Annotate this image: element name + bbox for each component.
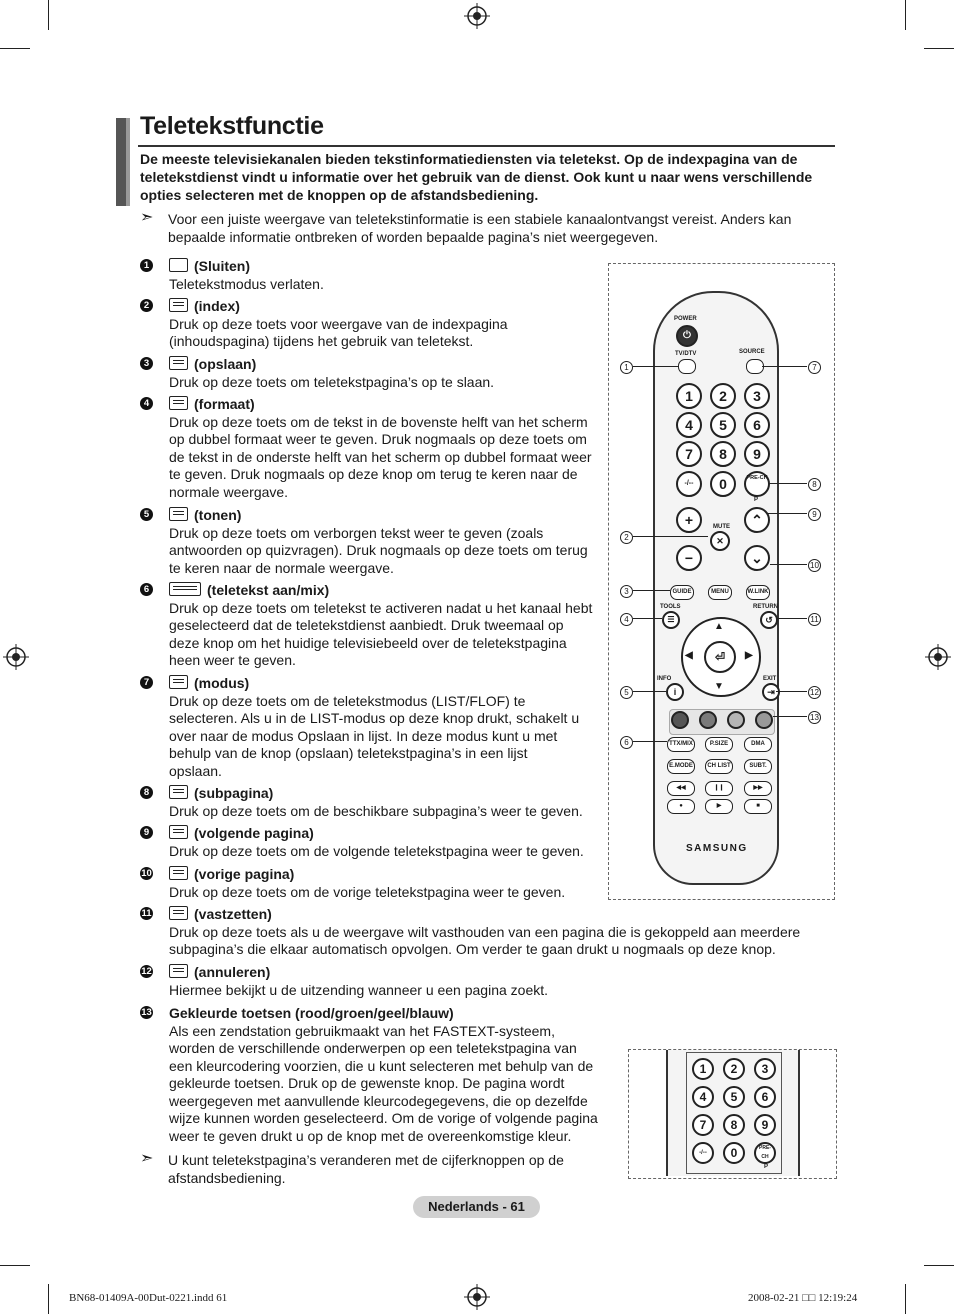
item-number: 8 <box>140 786 153 799</box>
subt-button[interactable]: SUBT. <box>744 759 772 774</box>
item-heading: (volgende pagina) <box>194 825 314 841</box>
volume-down-button[interactable]: − <box>676 545 702 571</box>
digit-1-button[interactable]: 1 <box>692 1058 714 1080</box>
digit-7-button[interactable]: 7 <box>692 1114 714 1136</box>
digit-6-button[interactable]: 6 <box>754 1086 776 1108</box>
page-title: Teletekstfunctie <box>140 112 324 140</box>
size-icon <box>169 396 188 410</box>
item-heading: (formaat) <box>194 396 255 412</box>
index-icon <box>169 298 188 312</box>
yellow-key-button[interactable] <box>727 711 745 729</box>
callout-line <box>633 366 678 367</box>
crop-mark <box>924 48 954 49</box>
item-heading: (teletekst aan/mix) <box>207 582 330 598</box>
blue-key-button[interactable] <box>755 711 773 729</box>
title-accent-bar <box>126 118 130 206</box>
ttxmix-button[interactable]: TTX/MIX <box>667 737 695 752</box>
store-icon <box>169 356 188 370</box>
dma-button[interactable]: DMA <box>744 737 772 752</box>
callout-5: 5 <box>620 686 633 699</box>
note-text: Voor een juiste weergave van teletekstinformatie is een stabiele kanaalontvangst vereist. Anders kan bepaalde informatie ontbreken of worden bepaalde pagina’s niet weergegeven. <box>168 211 792 245</box>
guide-button[interactable]: GUIDE <box>670 585 694 600</box>
crop-mark <box>924 1265 954 1266</box>
title-rule <box>138 145 835 147</box>
item-number: 3 <box>140 357 153 370</box>
callout-line <box>633 741 667 742</box>
item-text: Druk op deze toets om teletekstpagina’s op te slaan. <box>169 373 495 390</box>
callout-1: 1 <box>620 361 633 374</box>
crop-mark <box>0 1265 30 1266</box>
pause-button[interactable]: ❙❙ <box>705 781 733 796</box>
item-heading: (opslaan) <box>194 356 257 372</box>
item-text: Druk op deze toets om verborgen tekst weer te geven (zoals antwoorden op quizvragen). Druk nogmaals op deze toets om terug te keren naar de normale weergave. <box>169 524 588 576</box>
tvdtv-button[interactable] <box>678 359 696 374</box>
sub-page-icon <box>169 785 188 799</box>
power-label: POWER <box>674 316 697 322</box>
digit-3-button[interactable]: 3 <box>754 1058 776 1080</box>
digit-5-button[interactable]: 5 <box>723 1086 745 1108</box>
item-heading: (subpagina) <box>194 785 274 801</box>
enter-button[interactable]: ⏎ <box>704 641 736 673</box>
p-label: P <box>754 497 759 503</box>
digit-0-button[interactable]: 0 <box>710 471 736 497</box>
p-label: P <box>764 1164 769 1170</box>
item-number: 13 <box>141 1007 152 1018</box>
digit-5-button[interactable]: 5 <box>710 412 736 438</box>
item-heading: Gekleurde toetsen (rood/groen/geel/blauw) <box>169 1005 454 1021</box>
digit-1-button[interactable]: 1 <box>676 383 702 409</box>
close-teletext-icon <box>169 258 188 272</box>
digit-2-button[interactable]: 2 <box>723 1058 745 1080</box>
prech-button[interactable]: PRE-CH <box>744 471 770 497</box>
item-text: Druk op deze toets om de beschikbare subpagina’s weer te geven. <box>169 802 583 819</box>
forward-button[interactable]: ▶▶ <box>744 781 772 796</box>
item-number: 7 <box>140 676 153 689</box>
callout-4: 4 <box>620 613 633 626</box>
item-heading: (Sluiten) <box>194 258 250 274</box>
callout-8: 8 <box>808 478 821 491</box>
item-text: Teletekstmodus verlaten. <box>169 275 324 292</box>
item-text: Druk op deze toets om de vorige teletekstpagina weer te geven. <box>169 883 566 900</box>
registration-mark-icon <box>464 1284 490 1310</box>
number-pad-illustration <box>666 1050 800 1176</box>
info-label: INFO <box>657 676 672 682</box>
cancel-icon <box>169 964 188 978</box>
green-key-button[interactable] <box>699 711 717 729</box>
callout-line <box>768 483 807 484</box>
item-number: 2 <box>140 299 153 312</box>
item-text: Druk op deze toets om de teletekstmodus (LIST/FLOF) te selecteren. Als u in de LIST-modus op deze knop drukt, schakelt u over naar de modus Opslaan in lijst. In deze modus kunt u met behulp van de knop (opslaan) teletekstpagina’s in een lijst opslaan. <box>169 692 580 779</box>
red-key-button[interactable] <box>671 711 689 729</box>
digit-3-button[interactable]: 3 <box>744 383 770 409</box>
digit-9-button[interactable]: 9 <box>754 1114 776 1136</box>
item-text: Druk op deze toets om de tekst in de bovenste helft van het scherm op dubbel formaat weer te geven. Druk nogmaals op deze toets om de tekst in de onderste helft van het scherm op dubbel formaat weer te geven. Druk nogmaals op deze knop om terug te keren naar de normale weergave. <box>169 413 592 500</box>
nav-down-icon: ▼ <box>714 681 724 692</box>
brand-logo: SAMSUNG <box>686 843 748 854</box>
next-page-icon <box>169 825 188 839</box>
callout-line <box>768 513 807 514</box>
source-label: SOURCE <box>739 349 765 355</box>
item-number: 4 <box>140 397 153 410</box>
psize-button[interactable]: P.SIZE <box>705 737 733 752</box>
callout-10: 10 <box>808 559 821 572</box>
item-heading: (index) <box>194 298 240 314</box>
item-heading: (vorige pagina) <box>194 866 295 882</box>
digit-8-button[interactable]: 8 <box>723 1114 745 1136</box>
nav-left-icon: ◀ <box>685 650 693 661</box>
volume-up-button[interactable]: + <box>676 507 702 533</box>
footer-file-name: BN68-01409A-00Dut-0221.indd 61 <box>69 1292 228 1304</box>
stop-button[interactable]: ■ <box>744 799 772 814</box>
mode-icon <box>169 675 188 689</box>
mute-button[interactable]: ✕ <box>710 531 730 551</box>
dash-button[interactable]: -/-- <box>676 471 702 497</box>
menu-button[interactable]: MENU <box>708 585 732 600</box>
item-number: 9 <box>140 826 153 839</box>
callout-line <box>776 691 807 692</box>
item-heading: (vastzetten) <box>194 906 272 922</box>
intro-paragraph: De meeste televisiekanalen bieden tekstinformatiediensten via teletekst. Op de indexpagina van de teletekstdienst vindt u informatie over het gebruik van de dienst. Ook kunt u naar wens verschillende opties selecteren met de knoppen op de afstandsbediening. <box>140 151 813 203</box>
power-button[interactable]: ⏻ <box>676 325 698 347</box>
item-heading: (tonen) <box>194 507 242 523</box>
reveal-icon <box>169 507 188 521</box>
tvdtv-label: TV/DTV <box>675 351 697 357</box>
digit-2-button[interactable]: 2 <box>710 383 736 409</box>
callout-line <box>770 564 807 565</box>
callout-line <box>633 536 708 537</box>
exit-button[interactable]: ⇥ <box>762 683 780 701</box>
footer-date: 2008-02-21 □□ 12:19:24 <box>748 1292 858 1304</box>
return-button[interactable]: ↺ <box>760 611 778 629</box>
item-number: 10 <box>141 868 152 879</box>
chlist-button[interactable]: CH LIST <box>705 759 733 774</box>
note-arrow-icon: ➣ <box>140 1150 154 1167</box>
item-text: Druk op deze toets om teletekst te activeren nadat u het kanaal hebt geselecteerd dat de teletekstdienst aanbiedt. Druk tweemaal op deze knop om het huidige televisiebeeld over de teletekstpagina heen weer te geven. <box>169 599 593 668</box>
wlink-button[interactable]: W.LINK <box>746 585 770 600</box>
item-number: 12 <box>141 966 152 977</box>
dash-button[interactable]: -/-- <box>692 1142 714 1164</box>
item-heading: (annuleren) <box>194 964 271 980</box>
crop-mark <box>48 0 49 30</box>
callout-line <box>633 590 670 591</box>
callout-7: 7 <box>808 361 821 374</box>
channel-up-button[interactable]: ⌃ <box>744 507 770 533</box>
page-number-badge: Nederlands - 61 <box>413 1196 540 1218</box>
digit-4-button[interactable]: 4 <box>676 412 702 438</box>
digit-7-button[interactable]: 7 <box>676 441 702 467</box>
note-arrow-icon: ➣ <box>140 209 154 226</box>
digit-6-button[interactable]: 6 <box>744 412 770 438</box>
crop-mark <box>48 1284 49 1314</box>
teletext-mix-icon <box>169 582 201 596</box>
info-button[interactable]: i <box>666 683 684 701</box>
crop-mark <box>905 0 906 30</box>
item-number: 6 <box>140 583 153 596</box>
play-button[interactable]: ▶ <box>705 799 733 814</box>
channel-down-button[interactable]: ⌄ <box>744 545 770 571</box>
item-text: Druk op deze toets om de volgende teletekstpagina weer te geven. <box>169 842 584 859</box>
callout-9: 9 <box>808 508 821 521</box>
prech-button[interactable]: PRE-CH <box>754 1142 776 1164</box>
item-number: 11 <box>141 908 152 919</box>
rewind-button[interactable]: ◀◀ <box>667 781 695 796</box>
note-text: U kunt teletekstpagina’s veranderen met de cijferknoppen op de afstandsbediening. <box>168 1152 564 1186</box>
tools-button[interactable]: ☰ <box>662 611 680 629</box>
previous-page-icon <box>169 866 188 880</box>
callout-11: 11 <box>808 613 821 626</box>
emode-button[interactable]: E.MODE <box>667 759 695 774</box>
digit-4-button[interactable]: 4 <box>692 1086 714 1108</box>
item-text: Druk op deze toets voor weergave van de indexpagina (inhoudspagina) tijdens het gebruik van teletekst. <box>169 315 508 349</box>
exit-label: EXIT <box>763 676 777 682</box>
callout-6: 6 <box>620 736 633 749</box>
nav-up-icon: ▲ <box>714 621 724 632</box>
return-label: RETURN <box>753 604 778 610</box>
nav-right-icon: ▶ <box>745 650 753 661</box>
digit-8-button[interactable]: 8 <box>710 441 736 467</box>
callout-line <box>633 691 666 692</box>
item-number: 1 <box>140 259 153 272</box>
item-heading: (modus) <box>194 675 250 691</box>
callout-12: 12 <box>808 686 821 699</box>
digit-0-button[interactable]: 0 <box>723 1142 745 1164</box>
registration-mark-icon <box>925 644 951 670</box>
hold-icon <box>169 906 188 920</box>
crop-mark <box>905 1284 906 1314</box>
digit-9-button[interactable]: 9 <box>744 441 770 467</box>
crop-mark <box>0 48 30 49</box>
callout-13: 13 <box>808 711 821 724</box>
registration-mark-icon <box>464 3 490 29</box>
record-button[interactable]: ● <box>667 799 695 814</box>
item-text: Druk op deze toets als u de weergave wilt vasthouden van een pagina die is gekoppeld aan meerdere subpagina’s die elkaar automatisch opvolgen. Om verder te gaan drukt u nogmaals op deze knop. <box>169 923 801 957</box>
callout-line <box>633 618 662 619</box>
callout-2: 2 <box>620 531 633 544</box>
tools-label: TOOLS <box>660 604 681 610</box>
callout-line <box>773 716 807 717</box>
item-text: Hiermee bekijkt u de uitzending wanneer u een pagina zoekt. <box>169 981 549 998</box>
mute-label: MUTE <box>713 524 730 530</box>
item-number: 5 <box>140 508 153 521</box>
callout-line <box>776 618 807 619</box>
callout-line <box>762 366 807 367</box>
callout-3: 3 <box>620 585 633 598</box>
item-text: Als een zendstation gebruikmaakt van het FASTEXT-systeem, worden de verschillende onderwerpen op een teletekstpagina van een kleurcodering voorzien, die u kunt selecteren met behulp van de gekleurde toetsen. Druk op de gewenste knop. De pagina wordt weergegeven met aanvullende kleurcodegegevens, die op dezelfde wijze kunnen worden geselecteerd. Om de vorige of volgende pagina weer te geven drukt u op de knop met de overeenkomstige kleur. <box>169 1022 598 1144</box>
registration-mark-icon <box>3 644 29 670</box>
